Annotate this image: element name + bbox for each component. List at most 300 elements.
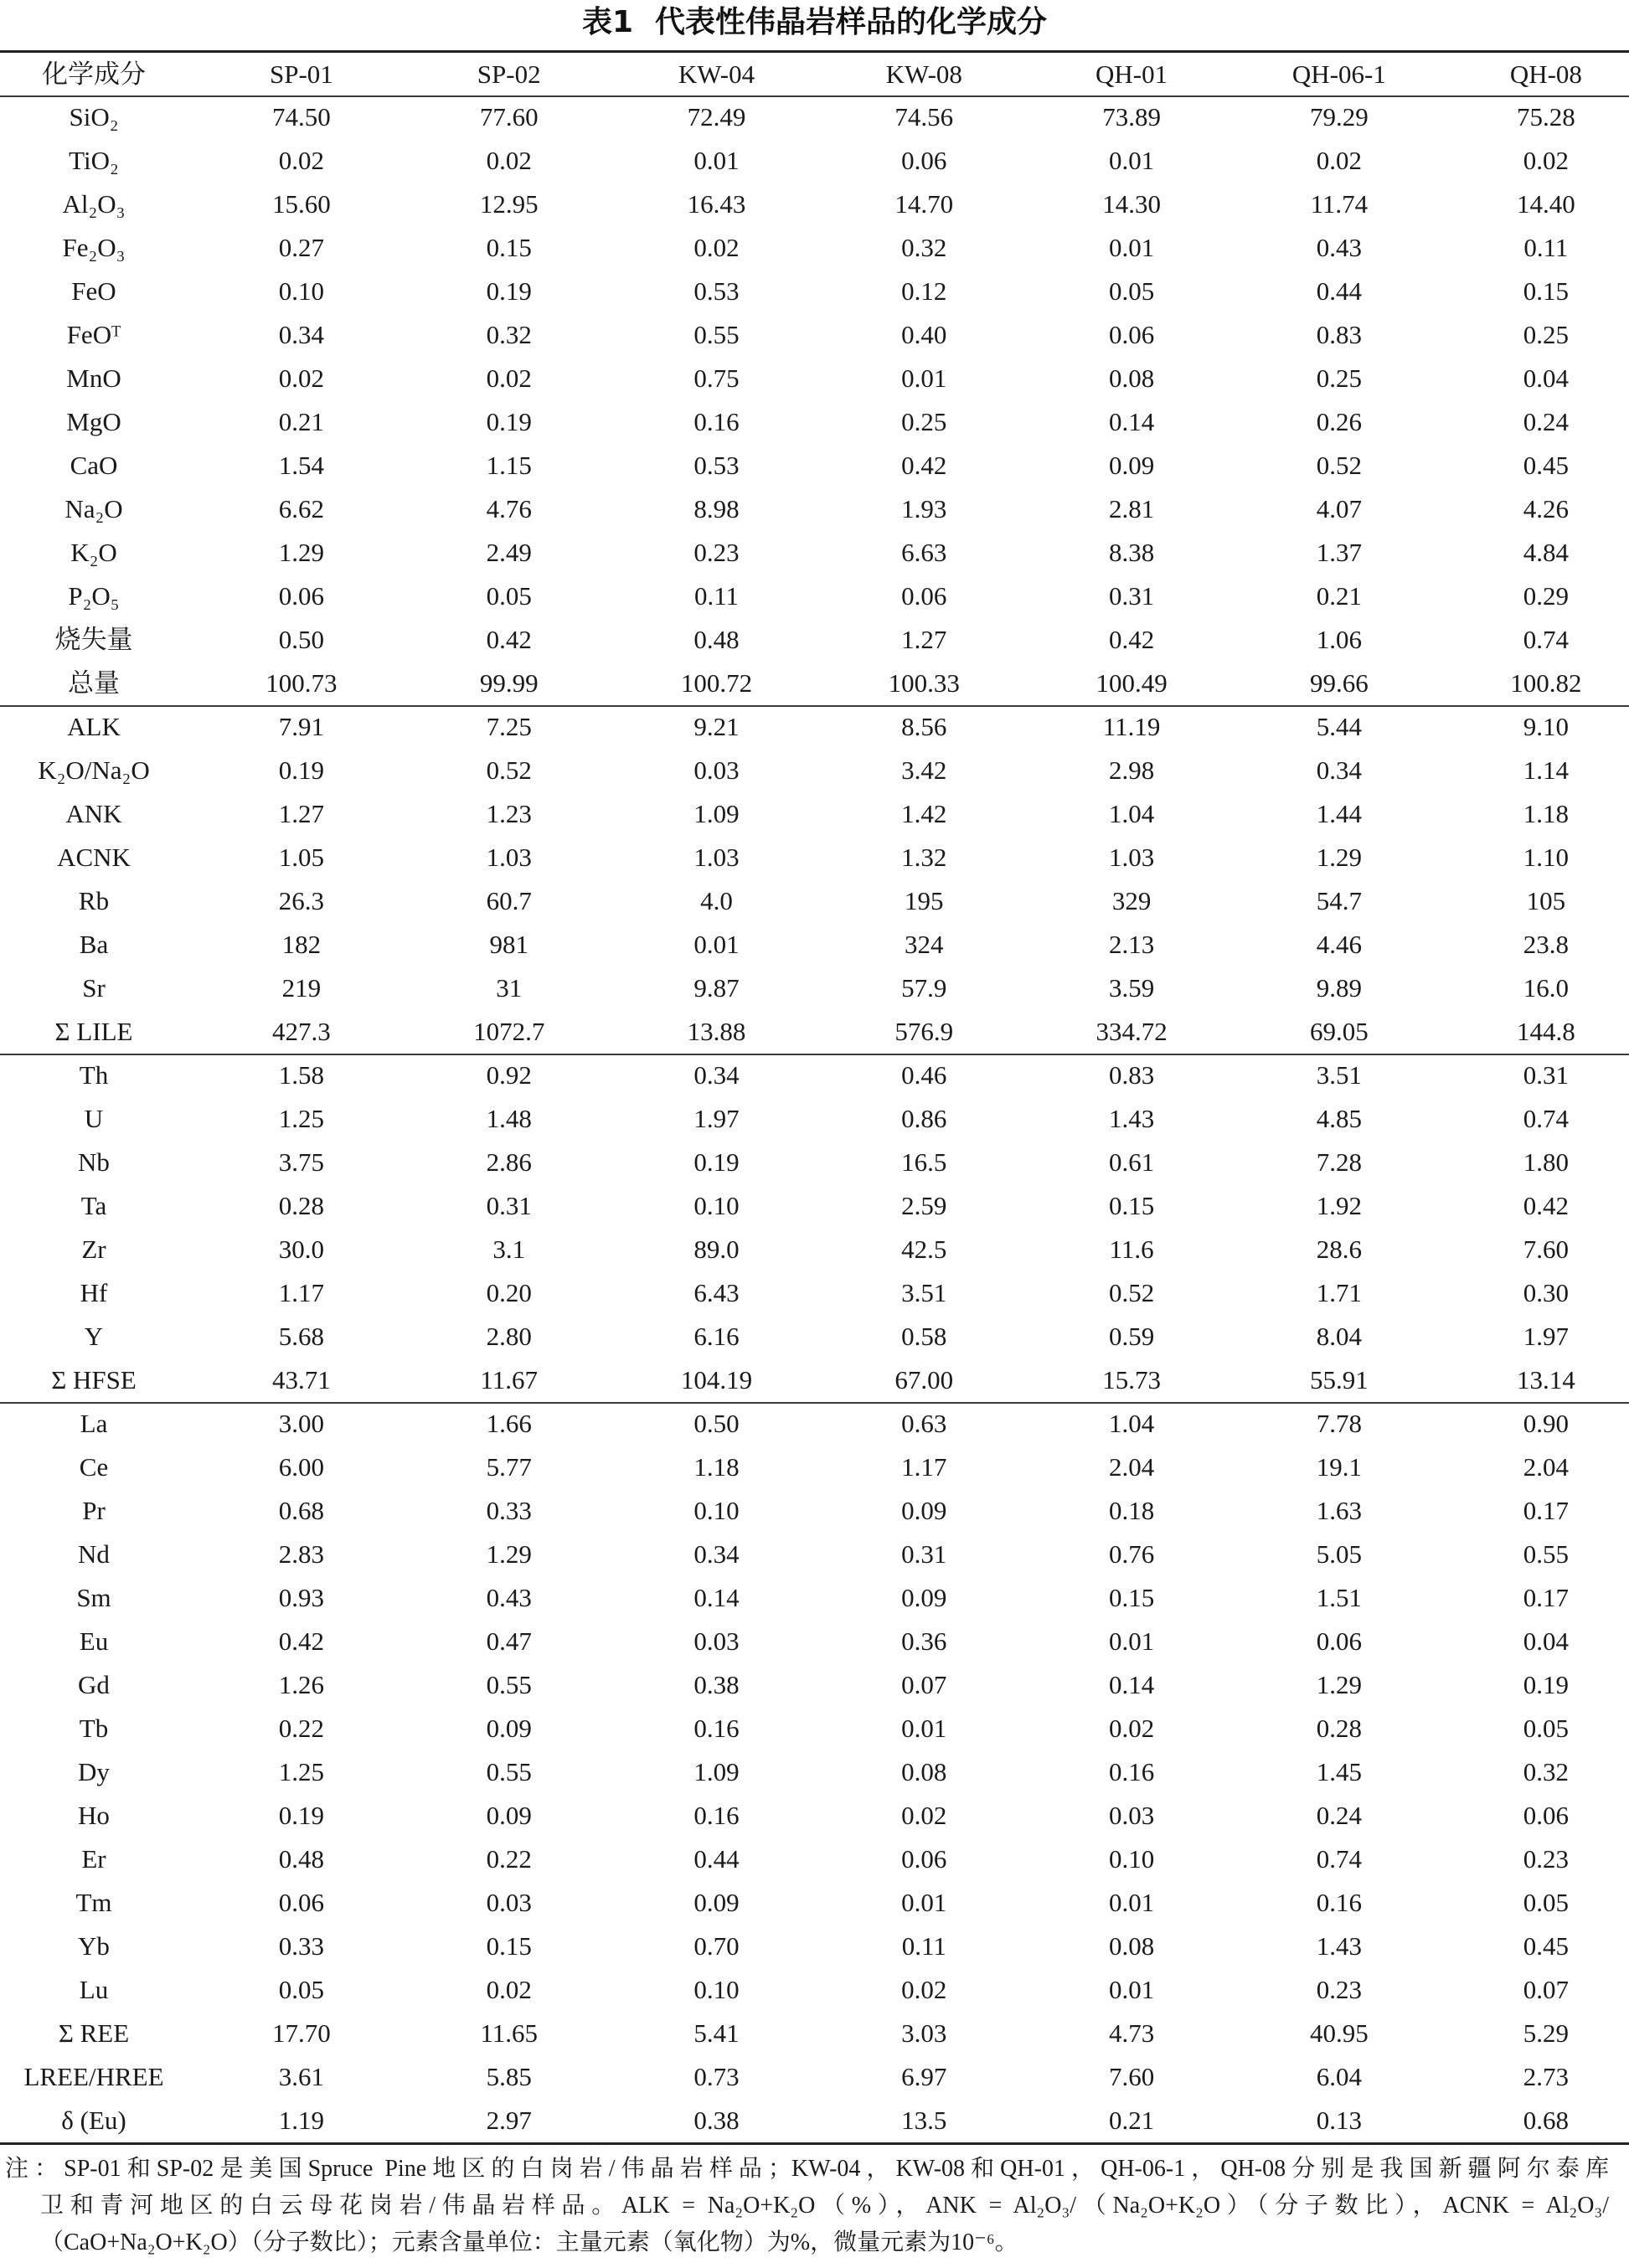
value-cell: 0.42 [486,625,532,655]
value-cell: 100.73 [265,668,338,698]
value-cell: 0.14 [1108,407,1155,437]
value-cell: 324 [905,930,944,960]
row-label: ANK [65,799,122,829]
value-cell: 0.44 [1316,276,1362,307]
row-label: Tb [79,1714,109,1744]
value-cell: 4.07 [1316,494,1362,524]
value-cell: 0.06 [901,146,947,176]
table-row [0,1533,1629,1576]
table-row [0,2055,1629,2099]
column-header-sample: SP-02 [477,59,541,89]
table-bottom-rule [0,2142,1629,2145]
value-cell: 57.9 [901,973,947,1003]
value-cell: 0.38 [693,2106,740,2136]
value-cell: 0.43 [486,1583,532,1613]
value-cell: 0.16 [693,1714,740,1744]
value-cell: 0.09 [693,1888,740,1918]
table-row [0,1925,1629,1968]
value-cell: 4.73 [1108,2018,1155,2049]
value-cell: 0.32 [901,233,947,263]
value-cell: 0.08 [901,1757,947,1787]
value-cell: 5.05 [1316,1539,1362,1570]
value-cell: 1.42 [901,799,947,829]
table-row [0,879,1629,923]
table-row [0,226,1629,270]
value-cell: 1.63 [1316,1496,1362,1526]
value-cell: 0.68 [278,1496,325,1526]
table-row [0,749,1629,792]
value-cell: 26.3 [278,886,325,916]
value-cell: 0.02 [486,363,532,394]
table-row [0,966,1629,1010]
value-cell: 0.28 [1316,1714,1362,1744]
value-cell: 100.33 [888,668,960,698]
value-cell: 0.55 [486,1757,532,1787]
value-cell: 0.34 [278,320,325,350]
value-cell: 0.40 [901,320,947,350]
value-cell: 1.10 [1523,843,1569,873]
value-cell: 0.19 [486,276,532,307]
value-cell: 1.37 [1316,538,1362,568]
value-cell: 13.88 [687,1017,746,1047]
table-row [0,792,1629,836]
value-cell: 0.07 [1523,1975,1569,2005]
value-cell: 0.04 [1523,363,1569,394]
value-cell: 1.29 [1316,843,1362,873]
row-label: Sr [82,973,106,1003]
value-cell: 0.01 [1108,146,1155,176]
value-cell: 0.08 [1108,1931,1155,1961]
value-cell: 8.04 [1316,1322,1362,1352]
table-row [0,487,1629,531]
value-cell: 0.21 [1108,2106,1155,2136]
value-cell: 0.02 [1108,1714,1155,1744]
row-label: FeOᵀ [66,320,121,350]
value-cell: 0.01 [901,1888,947,1918]
value-cell: 0.11 [693,581,740,611]
value-cell: 28.6 [1316,1235,1362,1265]
value-cell: 0.15 [486,233,532,263]
value-cell: 0.01 [901,1714,947,1744]
value-cell: 0.21 [278,407,325,437]
value-cell: 0.50 [693,1409,740,1439]
value-cell: 9.10 [1523,712,1569,742]
value-cell: 0.33 [486,1496,532,1526]
value-cell: 0.02 [278,146,325,176]
value-cell: 6.43 [693,1278,740,1308]
value-cell: 0.04 [1523,1626,1569,1657]
value-cell: 1.18 [1523,799,1569,829]
column-header-sample: QH-01 [1095,59,1168,89]
value-cell: 0.76 [1108,1539,1155,1570]
value-cell: 1.58 [278,1060,325,1090]
composition-table [0,50,1629,2145]
value-cell: 75.28 [1517,102,1575,132]
value-cell: 0.01 [693,146,740,176]
value-cell: 100.49 [1095,668,1168,698]
value-cell: 14.40 [1517,189,1575,219]
table-row [0,1794,1629,1838]
row-label: 烧失量 [54,625,133,655]
value-cell: 1.03 [693,843,740,873]
value-cell: 0.01 [693,930,740,960]
value-cell: 0.16 [1316,1888,1362,1918]
value-cell: 0.09 [486,1714,532,1744]
table-row [0,1750,1629,1794]
value-cell: 13.5 [901,2106,947,2136]
value-cell: 1.29 [278,538,325,568]
row-label: Σ REE [58,2018,130,2049]
table-row [0,313,1629,357]
value-cell: 1.25 [278,1104,325,1134]
value-cell: 1.23 [486,799,532,829]
value-cell: 0.75 [693,363,740,394]
value-cell: 0.74 [1316,1844,1362,1874]
value-cell: 7.60 [1108,2062,1155,2092]
table-header [0,50,1629,95]
value-cell: 0.47 [486,1626,532,1657]
value-cell: 2.81 [1108,494,1155,524]
value-cell: 11.67 [480,1365,538,1395]
value-cell: 2.86 [486,1147,532,1178]
value-cell: 0.23 [1523,1844,1569,1874]
value-cell: 2.98 [1108,755,1155,786]
value-cell: 1.43 [1108,1104,1155,1134]
value-cell: 0.83 [1108,1060,1155,1090]
table-row [0,923,1629,966]
value-cell: 3.61 [278,2062,325,2092]
value-cell: 0.03 [693,755,740,786]
row-label: CaO [70,451,118,481]
value-cell: 16.43 [687,189,746,219]
value-cell: 0.34 [693,1060,740,1090]
value-cell: 2.04 [1523,1452,1569,1482]
value-cell: 0.26 [1316,407,1362,437]
value-cell: 0.03 [693,1626,740,1657]
value-cell: 1.32 [901,843,947,873]
value-cell: 0.06 [901,1844,947,1874]
value-cell: 0.06 [278,1888,325,1918]
value-cell: 74.50 [272,102,331,132]
value-cell: 1.17 [278,1278,325,1308]
value-cell: 0.53 [693,276,740,307]
value-cell: 182 [281,930,322,960]
value-cell: 11.74 [1310,189,1369,219]
value-cell: 0.02 [486,146,532,176]
table-title: 代表性伟晶岩样品的化学成分 [655,5,1048,39]
value-cell: 0.70 [693,1931,740,1961]
value-cell: 14.70 [894,189,954,219]
value-cell: 0.02 [1523,146,1569,176]
table-number: 表1 [581,5,634,39]
table-row [0,1489,1629,1533]
value-cell: 79.29 [1310,102,1369,132]
value-cell: 0.15 [486,1931,532,1961]
table-row [0,662,1629,705]
value-cell: 6.62 [278,494,325,524]
value-cell: 1.09 [693,799,740,829]
value-cell: 0.10 [1108,1844,1155,1874]
value-cell: 0.16 [693,1801,740,1831]
value-cell: 1.05 [278,843,325,873]
row-label: Ce [79,1452,109,1482]
value-cell: 1.71 [1316,1278,1362,1308]
value-cell: 60.7 [486,886,532,916]
value-cell: 1.97 [1523,1322,1569,1352]
value-cell: 0.02 [1316,146,1362,176]
value-cell: 1.48 [486,1104,532,1134]
value-cell: 0.50 [278,625,325,655]
table-row [0,139,1629,183]
row-label: Dy [78,1757,110,1787]
value-cell: 16.0 [1523,973,1569,1003]
value-cell: 0.15 [1108,1583,1155,1613]
value-cell: 0.09 [901,1583,947,1613]
value-cell: 0.55 [693,320,740,350]
row-label: Er [81,1844,106,1874]
value-cell: 99.66 [1310,668,1369,698]
value-cell: 9.21 [693,712,740,742]
value-cell: 55.91 [1310,1365,1369,1395]
table-row [0,95,1629,139]
value-cell: 3.42 [901,755,947,786]
value-cell: 1.93 [901,494,947,524]
row-label: Hf [80,1278,108,1308]
value-cell: 2.04 [1108,1452,1155,1482]
value-cell: 67.00 [894,1365,954,1395]
value-cell: 1.18 [693,1452,740,1482]
value-cell: 89.0 [693,1235,740,1265]
value-cell: 73.89 [1102,102,1161,132]
value-cell: 9.87 [693,973,740,1003]
row-label: SiO₂ [69,102,119,132]
value-cell: 1.04 [1108,799,1155,829]
row-label: La [80,1409,108,1439]
value-cell: 0.01 [901,363,947,394]
value-cell: 0.05 [278,1975,325,2005]
value-cell: 0.20 [486,1278,532,1308]
value-cell: 3.1 [492,1235,526,1265]
value-cell: 576.9 [894,1017,954,1047]
value-cell: 13.14 [1517,1365,1575,1395]
value-cell: 0.16 [1108,1757,1155,1787]
value-cell: 0.23 [1316,1975,1362,2005]
table-row [0,183,1629,226]
value-cell: 4.76 [486,494,532,524]
table-row [0,836,1629,879]
value-cell: 15.73 [1102,1365,1161,1395]
value-cell: 15.60 [272,189,331,219]
value-cell: 0.44 [693,1844,740,1874]
value-cell: 0.38 [693,1670,740,1700]
value-cell: 0.86 [901,1104,947,1134]
value-cell: 5.44 [1316,712,1362,742]
value-cell: 5.29 [1523,2018,1569,2049]
value-cell: 0.22 [278,1714,325,1744]
major-oxides-section [0,95,1629,705]
value-cell: 0.74 [1523,1104,1569,1134]
header-row [0,53,1629,95]
row-label: 总量 [68,668,120,698]
value-cell: 0.10 [278,276,325,307]
value-cell: 329 [1111,886,1152,916]
value-cell: 1.17 [901,1452,947,1482]
value-cell: 3.51 [1316,1060,1362,1090]
value-cell: 0.19 [278,1801,325,1831]
value-cell: 0.52 [1108,1278,1155,1308]
value-cell: 981 [489,930,528,960]
row-label: Yb [78,1931,110,1961]
row-label: FeO [71,276,116,307]
note-line: （CaO+Na₂O+K₂O）（分子数比）；元素含量单位：主量元素（氧化物）为%，微量元素为10⁻⁶。 [40,2229,1018,2255]
row-label: δ (Eu) [61,2106,126,2136]
row-label: Zr [81,1235,106,1265]
value-cell: 100.82 [1510,668,1582,698]
row-label: Nb [78,1147,110,1178]
value-cell: 0.09 [901,1496,947,1526]
value-cell: 0.18 [1108,1496,1155,1526]
value-cell: 72.49 [687,102,746,132]
value-cell: 0.42 [1523,1191,1569,1221]
value-cell: 0.10 [693,1191,740,1221]
value-cell: 2.97 [486,2106,532,2136]
value-cell: 99.99 [479,668,539,698]
value-cell: 0.25 [901,407,947,437]
table-row [0,1228,1629,1271]
value-cell: 2.80 [486,1322,532,1352]
value-cell: 0.43 [1316,233,1362,263]
value-cell: 31 [496,973,523,1003]
value-cell: 0.45 [1523,451,1569,481]
value-cell: 11.6 [1109,1235,1154,1265]
value-cell: 6.97 [901,2062,947,2092]
table-row [0,357,1629,400]
table-row [0,1141,1629,1184]
value-cell: 0.34 [693,1539,740,1570]
value-cell: 0.31 [901,1539,947,1570]
value-cell: 0.45 [1523,1931,1569,1961]
value-cell: 0.27 [278,233,325,263]
value-cell: 1.27 [278,799,325,829]
row-label: Gd [78,1670,110,1700]
row-label: Y [84,1322,104,1352]
value-cell: 0.92 [486,1060,532,1090]
table-caption [0,5,1629,40]
value-cell: 8.38 [1108,538,1155,568]
row-label: Fe₂O₃ [62,233,126,263]
table-row [0,1402,1629,1446]
value-cell: 1.14 [1523,755,1569,786]
value-cell: 1.29 [486,1539,532,1570]
value-cell: 4.85 [1316,1104,1362,1134]
row-label: Tm [75,1888,112,1918]
row-label: K₂O [70,538,117,568]
value-cell: 1072.7 [473,1017,545,1047]
value-cell: 0.02 [901,1975,947,2005]
value-cell: 0.33 [278,1931,325,1961]
row-label: Σ HFSE [51,1365,137,1395]
value-cell: 1.15 [486,451,532,481]
value-cell: 0.14 [693,1583,740,1613]
value-cell: 0.21 [1316,581,1362,611]
value-cell: 2.13 [1108,930,1155,960]
value-cell: 0.73 [693,2062,740,2092]
value-cell: 1.03 [486,843,532,873]
row-label: ALK [67,712,121,742]
table-row [0,1838,1629,1881]
value-cell: 1.97 [693,1104,740,1134]
value-cell: 0.24 [1316,1801,1362,1831]
row-label: Σ LILE [54,1017,133,1047]
value-cell: 0.06 [1523,1801,1569,1831]
value-cell: 11.19 [1102,712,1161,742]
table-notes [0,2151,1629,2261]
value-cell: 5.85 [486,2062,532,2092]
value-cell: 104.19 [680,1365,753,1395]
row-label: MnO [66,363,121,394]
row-label: ACNK [57,843,131,873]
table-row [0,2099,1629,2142]
value-cell: 3.59 [1108,973,1155,1003]
value-cell: 1.29 [1316,1670,1362,1700]
value-cell: 0.30 [1523,1278,1569,1308]
value-cell: 6.04 [1316,2062,1362,2092]
column-header-sample: QH-08 [1509,59,1582,89]
row-label: Na₂O [64,494,123,524]
value-cell: 42.5 [901,1235,947,1265]
value-cell: 7.25 [486,712,532,742]
value-cell: 4.84 [1523,538,1569,568]
value-cell: 0.46 [901,1060,947,1090]
value-cell: 17.70 [272,2018,331,2049]
table-row [0,400,1629,444]
value-cell: 0.06 [278,581,325,611]
value-cell: 0.02 [693,233,740,263]
value-cell: 0.15 [1108,1191,1155,1221]
value-cell: 1.92 [1316,1191,1362,1221]
value-cell: 0.11 [1523,233,1569,263]
value-cell: 3.51 [901,1278,947,1308]
value-cell: 0.09 [1108,451,1155,481]
value-cell: 0.42 [278,1626,325,1657]
value-cell: 43.71 [272,1365,331,1395]
table-row [0,1097,1629,1141]
value-cell: 1.06 [1316,625,1362,655]
value-cell: 0.07 [901,1670,947,1700]
value-cell: 5.77 [486,1452,532,1482]
value-cell: 8.56 [901,712,947,742]
value-cell: 0.01 [1108,1888,1155,1918]
value-cell: 0.09 [486,1801,532,1831]
value-cell: 0.59 [1108,1322,1155,1352]
table-row [0,1271,1629,1315]
value-cell: 0.31 [486,1191,532,1221]
value-cell: 1.27 [901,625,947,655]
value-cell: 0.53 [693,451,740,481]
value-cell: 0.17 [1523,1583,1569,1613]
value-cell: 0.16 [693,407,740,437]
value-cell: 0.52 [1316,451,1362,481]
table-row [0,531,1629,575]
value-cell: 0.74 [1523,625,1569,655]
row-label: Ho [78,1801,110,1831]
value-cell: 0.31 [1523,1060,1569,1090]
table-row [0,1010,1629,1054]
row-label: K₂O/Na₂O [38,755,150,786]
row-label: U [84,1104,104,1134]
note-line: 卫和青河地区的白云母花岗岩/伟晶岩样品。ALK = Na₂O+K₂O（%），ANK = Al₂O₃/（Na₂O+K₂O）（分子数比），ACNK = Al₂O₃/ [40,2193,1609,2219]
value-cell: 0.42 [1108,625,1155,655]
